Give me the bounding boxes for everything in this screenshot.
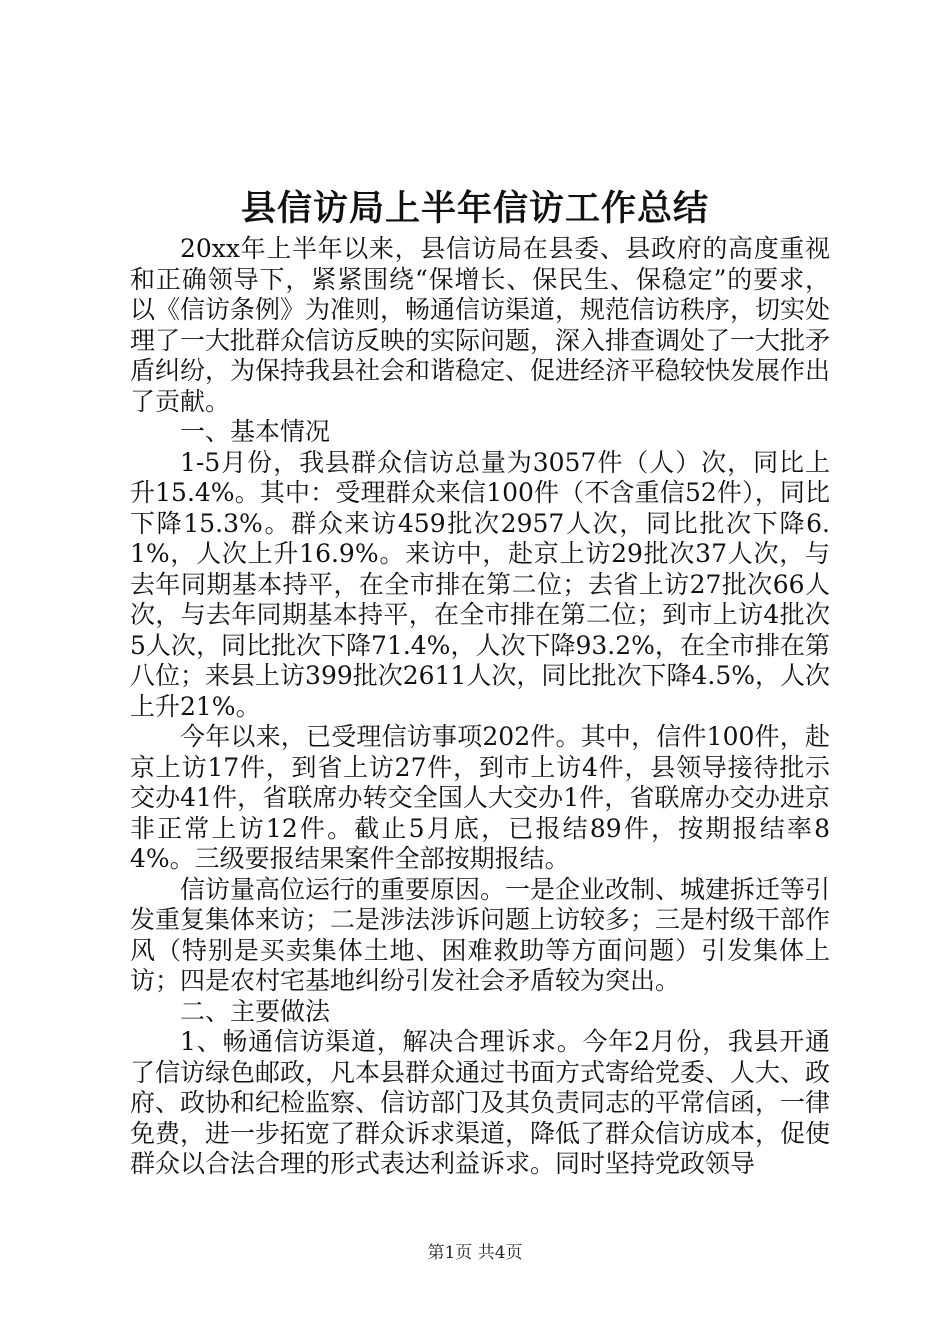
paragraph-practice-1: 1、畅通信访渠道，解决合理诉求。今年2月份，我县开通了信访绿色邮政，凡本县群众通过书面方式寄给党委、人大、政府、政协和纪检监察、信访部门及其负责同志的平常信函，一律免费，进一步拓宽了群众诉求渠道，降低了群众信访成本，促使群众以合法合理的形式表达利益诉求。同时坚持党政领导: [130, 1027, 831, 1178]
paragraph-statistics: 1-5月份，我县群众信访总量为3057件（人）次，同比上升15.4%。其中：受理群众来信100件（不含重信52件），同比下降15.3%。群众来访459批次2957人次，同比批次下降6.1%，人次上升16.9%。来访中，赴京上访29批次37人次，与去年同期基本持平，在全市排在第二位；去省上访27批次66人次，与去年同期基本持平，在全市排在第二位；到市上访4批次5人次，同比批次下降71.4%，人次下降93.2%，在全市排在第八位；来县上访399批次2611人次，同比批次下降4.5%，人次上升21%。: [130, 447, 830, 721]
page-footer: 第1页 共4页: [427, 1243, 523, 1263]
section-heading-basic-situation: 一、基本情况: [180, 417, 331, 446]
paragraph-reasons: 信访量高位运行的重要原因。一是企业改制、城建拆迁等引发重复集体来访；二是涉法涉诉问题上访较多；三是村级干部作风（特别是买卖集体土地、困难救助等方面问题）引发集体上访；四是农村宅基地纠纷引发社会矛盾较为突出。: [130, 874, 831, 995]
document-title: 县信访局上半年信访工作总结: [240, 188, 709, 229]
paragraph-intro: 20xx年上半年以来，县信访局在县委、县政府的高度重视和正确领导下，紧紧围绕“保增长、保民生、保稳定”的要求，以《信访条例》为准则，畅通信访渠道，规范信访秩序，切实处理了一大批群众信访反映的实际问题，深入排查调处了一大批矛盾纠纷，为保持我县社会和谐稳定、促进经济平稳较快发展作出了贡献。: [130, 234, 831, 416]
document-body: [130, 234, 830, 1180]
paragraph-accepted-cases: 今年以来，已受理信访事项202件。其中，信件100件，赴京上访17件，到省上访27件，到市上访4件，县领导接待批示交办41件，省联席办转交全国人大交办1件，省联席办交办进京非正常上访12件。截止5月底，已报结89件，按期报结率84%。三级要报结果案件全部按期报结。: [130, 722, 830, 873]
section-heading-main-practices: 二、主要做法: [180, 996, 331, 1026]
